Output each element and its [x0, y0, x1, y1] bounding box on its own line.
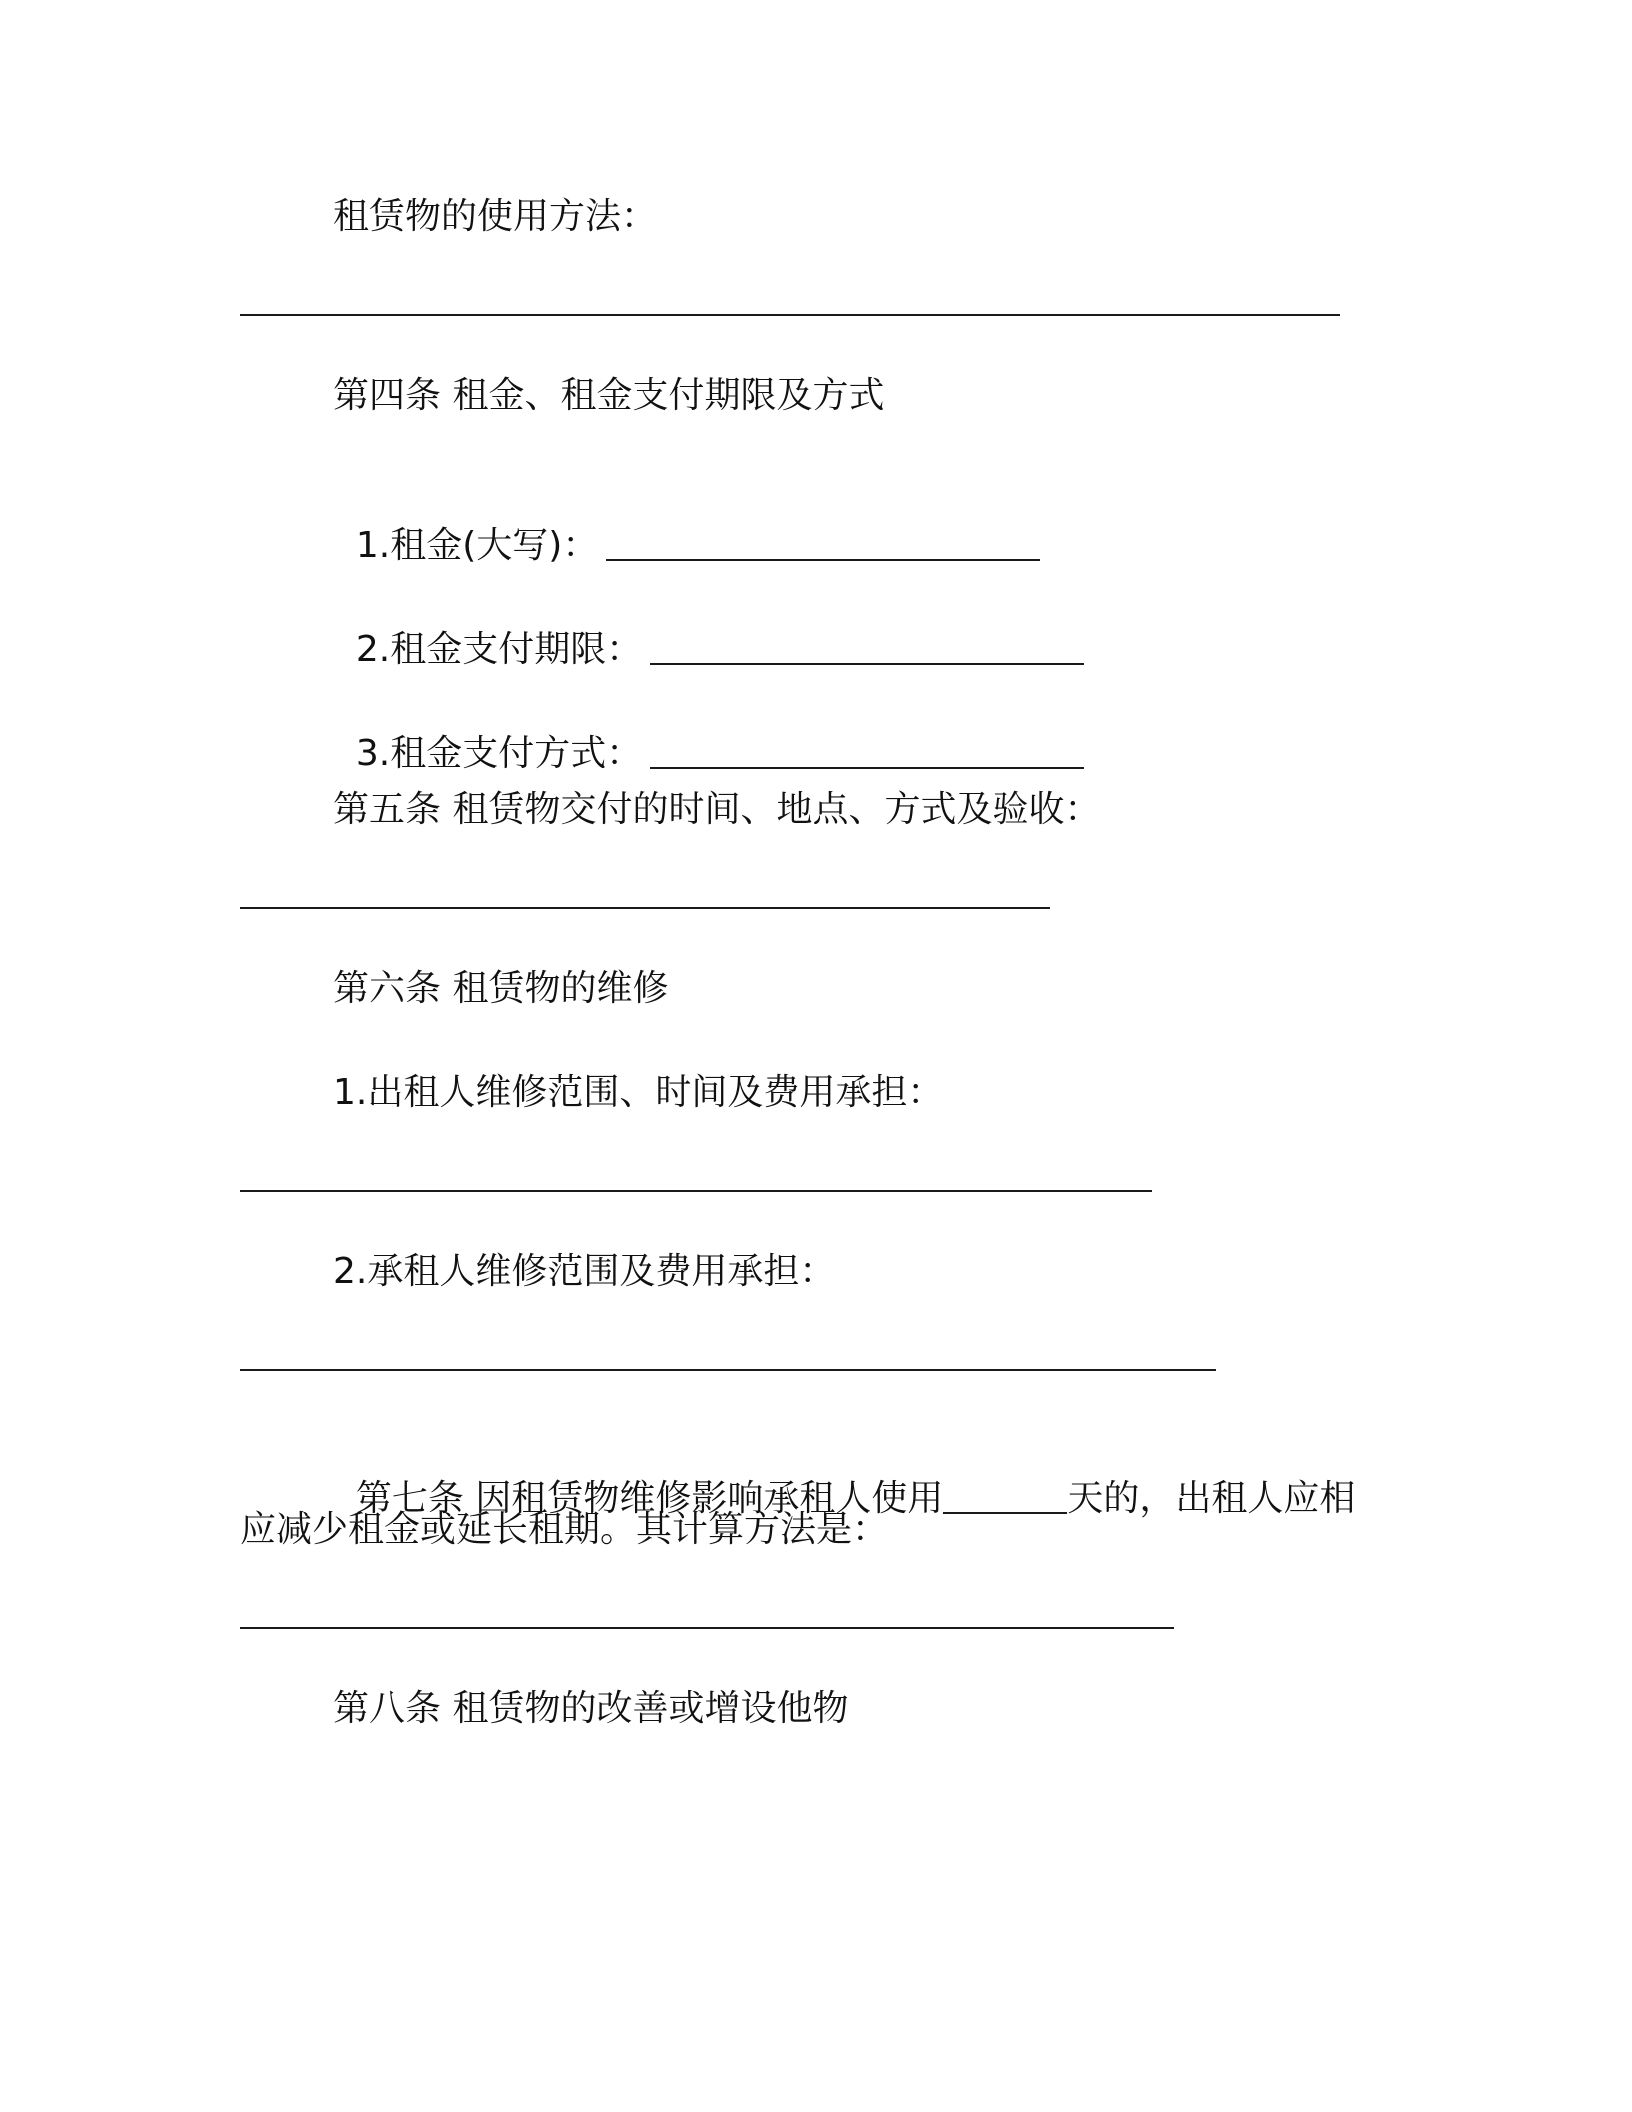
article-7-line-2: 应减少租金或延长租期。其计算方法是： — [240, 1509, 889, 1550]
lessee-repair-blank-line — [240, 1369, 1216, 1371]
article-5-blank-line — [240, 907, 1050, 909]
article-8-heading: 第八条 租赁物的改善或增设他物 — [333, 1688, 849, 1729]
repair-days-blank — [943, 1512, 1067, 1514]
rent-amount-blank — [606, 559, 1040, 561]
article-5-heading: 第五条 租赁物交付的时间、地点、方式及验收： — [333, 789, 1101, 830]
rent-amount-row — [333, 474, 1040, 570]
article-4-heading: 第四条 租金、租金支付期限及方式 — [333, 375, 885, 416]
article-6-heading: 第六条 租赁物的维修 — [333, 968, 669, 1009]
lessee-repair-label: 2.承租人维修范围及费用承担： — [333, 1251, 836, 1292]
rent-amount-label: 1.租金(大写)： — [355, 525, 599, 566]
rent-payment-term-label: 2.租金支付期限： — [355, 629, 643, 670]
usage-method-blank-line — [240, 314, 1340, 316]
lessor-repair-label: 1.出租人维修范围、时间及费用承担： — [333, 1072, 944, 1113]
rent-payment-method-blank — [650, 767, 1084, 769]
lessor-repair-blank-line — [240, 1190, 1152, 1192]
rent-payment-term-blank — [650, 663, 1084, 665]
article-7-text-part-2: 天的，出租人应相 — [1067, 1478, 1356, 1519]
rent-payment-method-label: 3.租金支付方式： — [355, 733, 643, 774]
article-7-text-part-1: 第七条 因租赁物维修影响承租人使用 — [355, 1478, 944, 1519]
calculation-method-blank-line — [240, 1627, 1174, 1629]
rent-payment-method-row — [333, 682, 1084, 778]
rent-payment-term-row — [333, 578, 1084, 674]
usage-method-label: 租赁物的使用方法： — [333, 196, 658, 237]
